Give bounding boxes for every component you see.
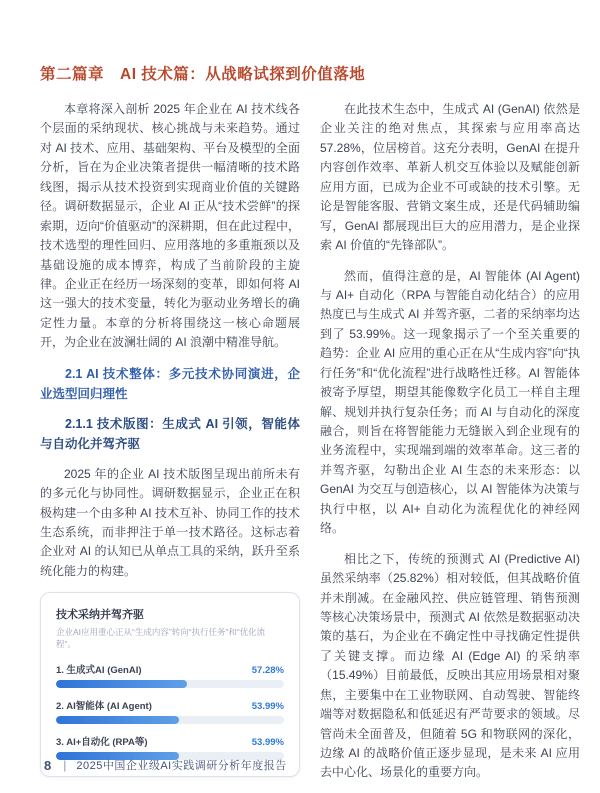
- two-column-layout: [40, 100, 580, 793]
- page-content: [40, 62, 580, 793]
- footer-divider: |: [63, 758, 67, 772]
- chart-title: 技术采纳并驾齐驱: [56, 609, 144, 622]
- bar-head: [56, 698, 284, 712]
- bar-label: 2. AI智能体 (AI Agent): [56, 701, 152, 713]
- bar-value: 53.99%: [251, 701, 284, 713]
- section-heading-2-1: 2.1 AI 技术整体：多元技术协同演进，企业选型回归理性: [40, 366, 300, 401]
- bar-fill: [56, 680, 187, 688]
- paragraph-predictive-edge: 相比之下，传统的预测式 AI (Predictive AI) 虽然采纳率（25.82%）相对较低，但其战略价值并未削减。在金融风控、供应链管理、销售预测等核心决策场景中，预测式 AI 依然是数据驱动决策的基石，为企业在不确定性中寻找确定性提供了关键支撑。而边缘 AI (Edge AI) 的采纳率（15.49%）目前最低，反映出其应用场景相对聚焦，主要集中在工业物联网、自动驾驶、智能终端等对数据隐私和低延迟有严苛要求的领域。尽管尚未全面普及，但随着 5G 和物联网的深化，边缘 AI 的战略价值正逐步显现，是未来 AI 应用去中心化、场景化的重要方向。: [320, 551, 580, 780]
- footer-report-title: 2025中国企业级AI实践调研分析年度报告: [76, 760, 287, 772]
- chart-subtitle: 企业AI应用重心正从“生成内容”转向“执行任务”和“优化流程”。: [56, 627, 266, 650]
- bar-head: [56, 734, 284, 748]
- tech-adoption-chart-card: [40, 592, 300, 777]
- bar-value: 53.99%: [251, 737, 284, 749]
- bar-track: [56, 680, 284, 688]
- bar-label: 1. 生成式AI (GenAI): [56, 665, 142, 677]
- bar-value: 57.28%: [251, 665, 284, 677]
- page-number: 8: [44, 757, 52, 773]
- page-footer: [44, 757, 287, 773]
- bar-row-agent: [56, 698, 284, 724]
- left-column: [40, 100, 300, 793]
- subsection-heading-2-1-1: 2.1.1 技术版图：生成式 AI 引领，智能体与自动化并驾齐驱: [40, 417, 300, 452]
- paragraph-genai: 在此技术生态中，生成式 AI (GenAI) 依然是企业关注的绝对焦点，其探索与应用率高达 57.28%，位居榜首。这充分表明，GenAI 在提升内容创作效率、革新人机交互体验以及赋能创新应用方面，已成为企业不可或缺的技术引擎。无论是智能客服、营销文案生成，还是代码辅助编写，GenAI 都展现出巨大的应用潜力，是企业探索 AI 价值的“先锋部队”。: [320, 102, 580, 253]
- bar-head: [56, 662, 284, 676]
- bar-track: [56, 716, 284, 724]
- right-column: [320, 100, 580, 793]
- bar-fill: [56, 716, 179, 724]
- paragraph-landscape: 2025 年的企业 AI 技术版图呈现出前所未有的多元化与协同性。调研数据显示，企业正在积极构建一个由多种 AI 技术互补、协同工作的技术生态系统，而非押注于单一技术路径。这标志着企业对 AI 的认知已从单点工具的采纳，跃升至系统化能力的构建。: [40, 466, 300, 578]
- bar-label: 3. AI+自动化 (RPA等): [56, 737, 148, 749]
- paragraph-agent-automation: 然而，值得注意的是，AI 智能体 (AI Agent) 与 AI+ 自动化（RPA 与智能自动化结合）的应用热度已与生成式 AI 并驾齐驱，二者的采纳率均达到了 53.99%。这一现象揭示了一个至关重要的趋势：企业 AI 应用的重心正在从“生成内容”向“执行任务”和“优化流程”进行战略性迁移。AI 智能体被寄予厚望，期望其能像数字化员工一样自主理解、规划并执行复杂任务；而 AI 与自动化的深度融合，则旨在将智能能力无缝嵌入到企业现有的业务流程中，实现端到端的效率革命。这三者的并驾齐驱，勾勒出企业 AI 生态的未来形态：以 GenAI 为交互与创造核心，以 AI 智能体为决策与执行中枢，以 AI+ 自动化为流程优化的神经网络。: [320, 268, 580, 536]
- paragraph-intro: 本章将深入剖析 2025 年企业在 AI 技术线各个层面的采纳现状、核心挑战与未来趋势。通过对 AI 技术、应用、基础架构、平台及模型的全面分析，旨在为企业决策者提供一幅清晰的技术路线图，揭示从技术投资到实现商业价值的关键路径。调研数据显示，企业 AI 正从“技术尝鲜”的探索期，迈向“价值驱动”的深耕期，但在此过程中，技术选型的理性回归、应用落地的多重瓶颈以及基础设施的成本博弈，构成了当前阶段的主旋律。企业正在经历一场深刻的变革，即如何将 AI 这一强大的技术变量，转化为驱动业务增长的确定性力量。本章的分析将围绕这一核心命题展开，为企业在波澜壮阔的 AI 浪潮中精准导航。: [40, 102, 300, 350]
- bar-row-genai: [56, 662, 284, 688]
- chapter-title: 第二篇章 AI 技术篇：从战略试探到价值落地: [40, 66, 366, 83]
